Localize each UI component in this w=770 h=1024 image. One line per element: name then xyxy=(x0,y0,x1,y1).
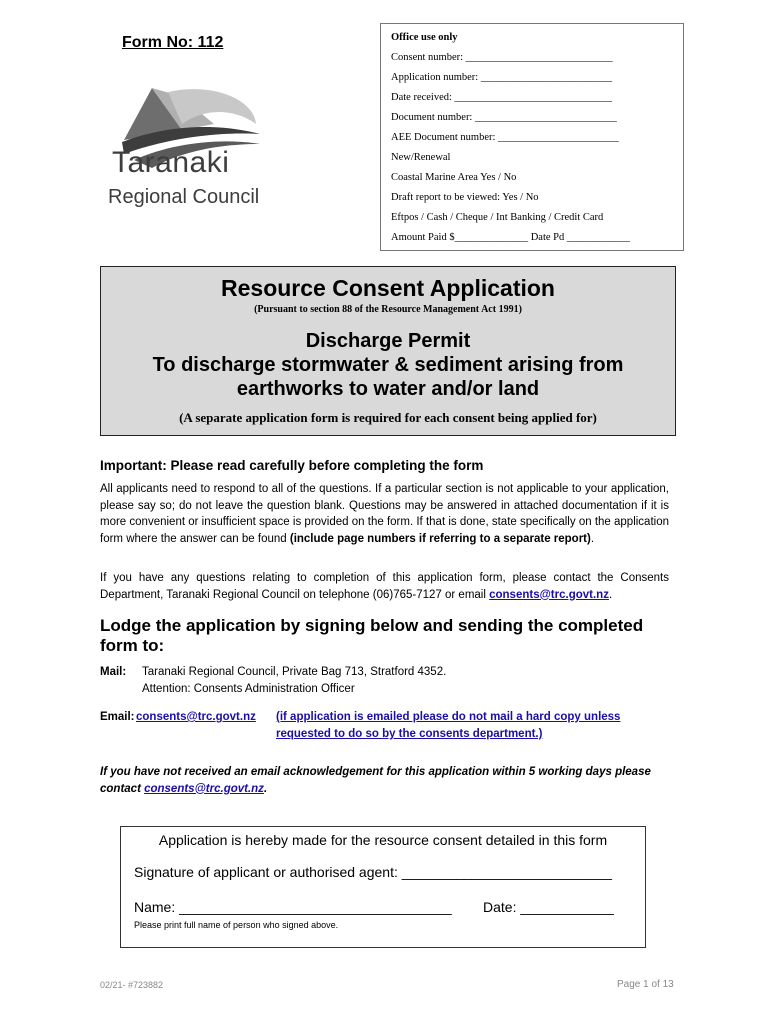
email-label: Email: xyxy=(100,711,135,723)
logo-name-line2: Regional Council xyxy=(108,186,260,208)
lodge-email-link[interactable]: consents@trc.govt.nz xyxy=(136,711,256,723)
office-payment-method: Eftpos / Cash / Cheque / Int Banking / Credit Card xyxy=(391,212,604,223)
acknowledgement-email-link[interactable]: consents@trc.govt.nz xyxy=(144,782,264,795)
office-use-box xyxy=(380,23,684,251)
email-note-line1: (if application is emailed please do not mail a hard copy unless xyxy=(276,711,621,723)
permit-title xyxy=(101,329,675,401)
office-draft-report: Draft report to be viewed: Yes / No xyxy=(391,192,539,203)
logo-name-line1: Taranaki xyxy=(112,146,230,179)
name-field[interactable]: Name: ___________________________________ xyxy=(134,899,452,915)
office-new-renewal: New/Renewal xyxy=(391,152,451,163)
office-aee-document-number: AEE Document number: _______________________ xyxy=(391,132,619,143)
signature-heading: Application is hereby made for the resource consent detailed in this form xyxy=(158,832,608,848)
print-name-note: Please print full name of person who signed above. xyxy=(134,920,339,930)
acknowledgement-end: . xyxy=(263,782,268,795)
contact-end: . xyxy=(608,588,613,601)
office-consent-number: Consent number: ____________________________ xyxy=(391,52,613,63)
permit-title-line3: earthworks to water and/or land xyxy=(236,378,540,400)
separate-application-note: (A separate application form is required for each consent being applied for) xyxy=(179,410,597,425)
important-heading: Important: Please read carefully before completing the form xyxy=(100,458,484,473)
office-date-received: Date received: ______________________________ xyxy=(391,92,613,103)
logo-arc-shape xyxy=(168,89,256,124)
contact-text: If you have any questions relating to completion of this application form, please contact the Consents Department, Taranaki Regional Council on telephone (06)765-7127 or email xyxy=(100,572,669,601)
office-document-number: Document number: ___________________________ xyxy=(391,112,617,123)
instructions-text: All applicants need to respond to all of the questions. If a particular section is not applicable to your application, please say so; do not leave the question blank. Questions may be answered in attached documentation if it is more convenient or insufficient space is provided on the form. If that is done, state specifically on the application form where the answer can be found xyxy=(100,483,669,545)
signature-box xyxy=(120,826,646,948)
date-field[interactable]: Date: ____________ xyxy=(483,899,614,915)
mail-label: Mail: xyxy=(100,666,127,678)
permit-title-line1: Discharge Permit xyxy=(305,330,471,352)
office-use-heading: Office use only xyxy=(391,32,458,43)
instructions-paragraph xyxy=(100,481,669,547)
office-coastal-marine: Coastal Marine Area Yes / No xyxy=(391,172,517,183)
email-note-line2: requested to do so by the consents department.) xyxy=(276,728,543,740)
acknowledgement-note xyxy=(100,764,670,797)
title-box xyxy=(100,266,676,436)
instructions-end: . xyxy=(590,532,595,545)
signature-field[interactable]: Signature of applicant or authorised agent: ___________________________ xyxy=(134,864,612,880)
footer-document-reference: 02/21- #723882 xyxy=(100,980,164,990)
office-amount-paid: Amount Paid $______________ Date Pd ____________ xyxy=(391,232,630,243)
pursuant-note: (Pursuant to section 88 of the Resource Management Act 1991) xyxy=(254,304,522,315)
form-number: Form No: 112 xyxy=(122,34,224,51)
contact-email-link[interactable]: consents@trc.govt.nz xyxy=(489,588,609,601)
contact-paragraph xyxy=(100,570,669,603)
instructions-bold: (include page numbers if referring to a separate report) xyxy=(289,532,591,545)
office-application-number: Application number: _________________________ xyxy=(391,72,613,83)
footer-page-number: Page 1 of 13 xyxy=(617,979,674,990)
page-title: Resource Consent Application xyxy=(221,275,555,301)
mail-address-line1: Taranaki Regional Council, Private Bag 713, Stratford 4352. xyxy=(142,666,447,678)
mail-address-line2: Attention: Consents Administration Officer xyxy=(142,683,355,695)
lodge-heading: Lodge the application by signing below and sending the completed form to: xyxy=(100,616,644,655)
permit-title-line2: To discharge stormwater & sediment arising from xyxy=(152,354,624,376)
acknowledgement-text: If you have not received an email acknowledgement for this application within 5 working days please contact xyxy=(100,766,651,795)
